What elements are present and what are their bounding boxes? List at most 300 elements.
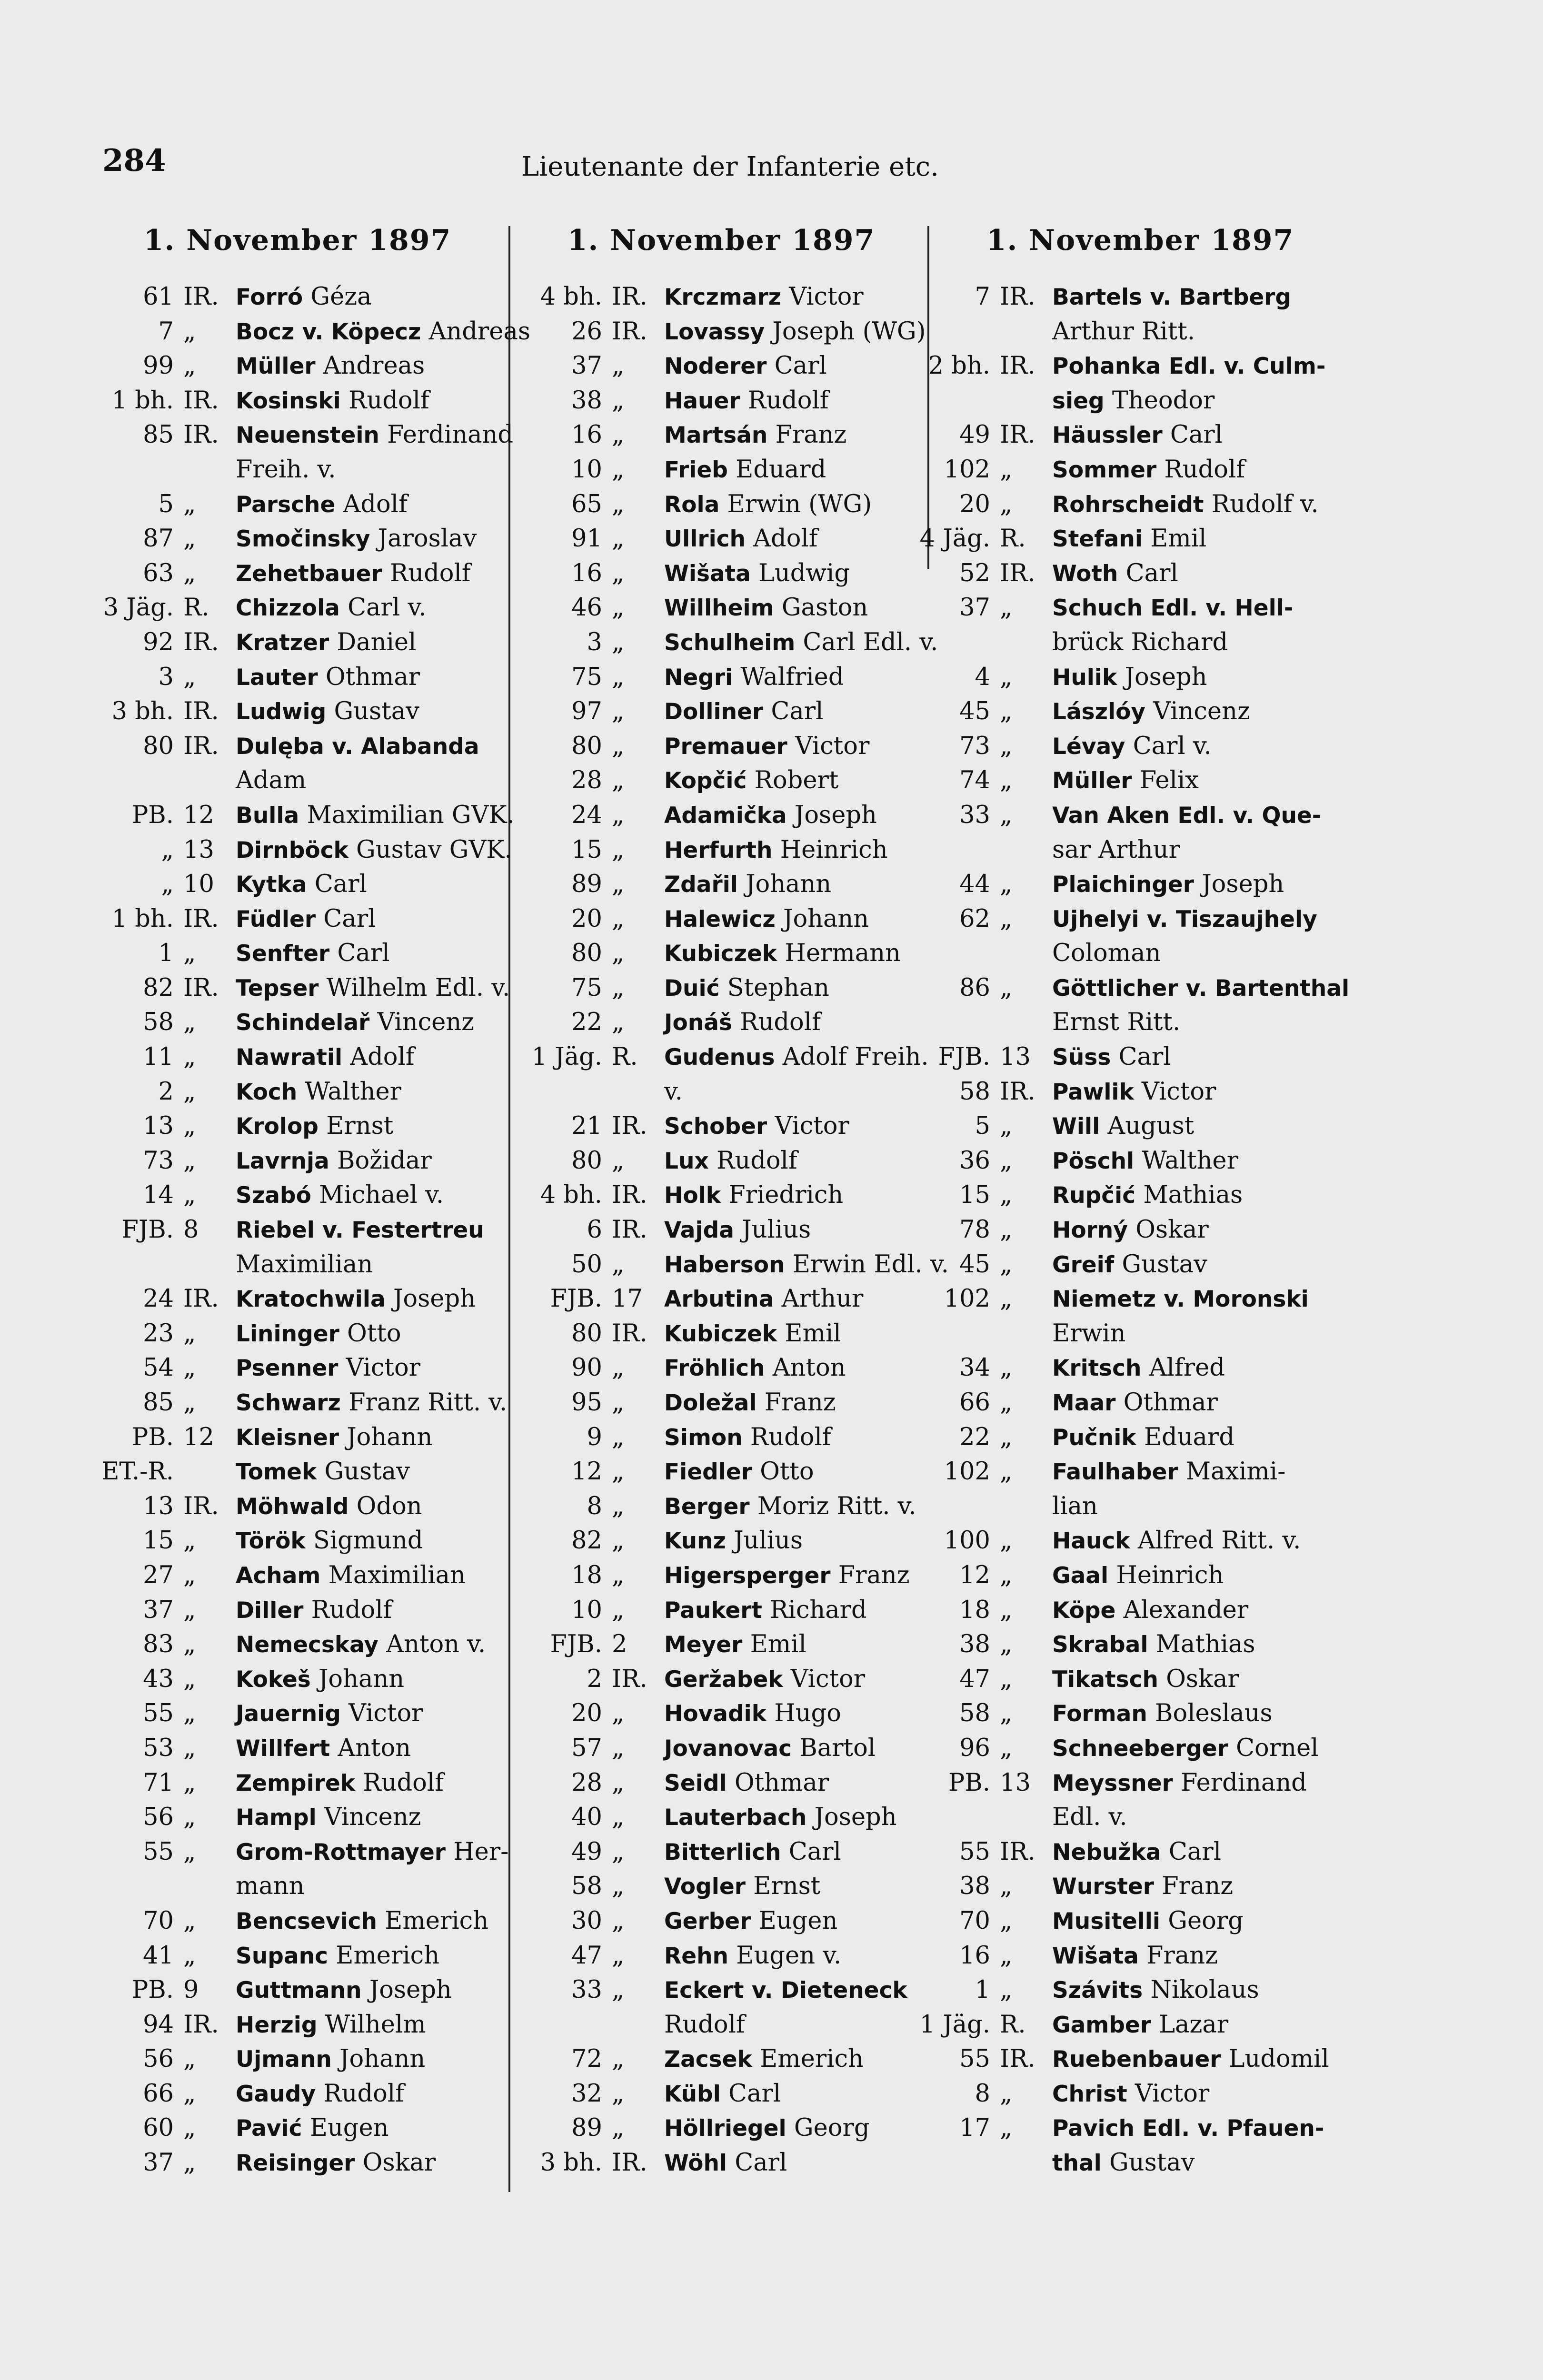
- regiment-number: 66: [959, 1388, 990, 1417]
- surname: Krczmarz: [664, 284, 782, 310]
- entry-row: [907, 902, 1374, 937]
- unit-type: „: [612, 2079, 625, 2108]
- entry-row: [907, 315, 1374, 349]
- regiment-number: 3: [158, 663, 174, 691]
- entry-row: [907, 936, 1374, 971]
- given-name: Adolf: [753, 525, 818, 553]
- entry-row: [519, 1040, 929, 1075]
- surname: Haberson: [664, 1251, 785, 1278]
- officer-name: [1052, 2111, 1324, 2146]
- entry-row: [907, 1558, 1374, 1593]
- entry-row: [90, 1766, 505, 1801]
- surname: Van Aken Edl. v. Que-: [1052, 802, 1322, 829]
- given-name: Victor: [775, 1112, 849, 1140]
- surname: Greif: [1052, 1251, 1115, 1278]
- officer-name: [1052, 1213, 1209, 1248]
- entry-row: [90, 1904, 505, 1939]
- surname: Forró: [236, 284, 303, 310]
- entry-row: [907, 2146, 1374, 2181]
- regiment-number: 47: [571, 1941, 602, 1970]
- officer-name: [236, 280, 372, 315]
- regiment-number: 47: [959, 1665, 990, 1693]
- entry-row: [907, 1455, 1374, 1489]
- officer-name: [236, 971, 510, 1006]
- officer-name: [1052, 1109, 1194, 1144]
- entry-row: [519, 1455, 924, 1489]
- regiment-number: 75: [571, 663, 602, 691]
- regiment-number: „: [161, 835, 174, 864]
- unit-type: 2: [612, 1630, 627, 1659]
- given-name: Carl: [1170, 421, 1223, 449]
- officer-name: [664, 902, 869, 937]
- officer-name: [236, 1731, 411, 1766]
- surname: Jonáš: [664, 1010, 732, 1036]
- unit-type: IR.: [612, 283, 647, 311]
- entry-row: [90, 591, 505, 625]
- regiment-number: PB.: [131, 1976, 174, 2004]
- unit-type: IR.: [183, 697, 219, 726]
- unit-type: IR.: [183, 628, 219, 656]
- unit-type: „: [1000, 1596, 1013, 1624]
- officer-name: [664, 418, 846, 453]
- entry-row: [907, 591, 1374, 625]
- unit-type: IR.: [1000, 2045, 1035, 2073]
- surname: Woth: [1052, 560, 1118, 587]
- regiment-number: 102: [944, 1285, 990, 1313]
- entry-row: [519, 971, 924, 1006]
- surname: Guttmann: [236, 1977, 362, 2004]
- regiment-number: 4 bh.: [540, 283, 602, 311]
- surname: Fröhlich: [664, 1355, 765, 1382]
- surname: Pawlik: [1052, 1079, 1134, 1105]
- surname: Herfurth: [664, 837, 773, 863]
- unit-type: „: [183, 2114, 196, 2142]
- entry-row: [90, 971, 510, 1006]
- unit-type: „: [1000, 1699, 1013, 1728]
- entry-row: [519, 2111, 924, 2146]
- regiment-number: 16: [571, 559, 602, 587]
- entry-row: [519, 764, 924, 798]
- unit-type: „: [612, 594, 625, 622]
- surname: Schulheim: [664, 629, 796, 656]
- surname: Berger: [664, 1493, 750, 1520]
- surname: Martsán: [664, 422, 768, 449]
- officer-name: [664, 2111, 870, 2146]
- officer-name: [664, 315, 926, 350]
- regiment-number: 2: [158, 1077, 174, 1106]
- entry-row: [519, 798, 924, 833]
- surname: Will: [1052, 1113, 1100, 1140]
- regiment-number: 37: [571, 352, 602, 380]
- entry-row: [90, 1455, 505, 1489]
- given-name: Alfred: [1149, 1354, 1225, 1382]
- given-name: Rudolf: [1164, 455, 1245, 484]
- entry-row: [90, 2008, 505, 2043]
- regiment-number: 97: [571, 697, 602, 726]
- unit-type: „: [612, 2114, 625, 2142]
- entry-row: [519, 2146, 924, 2181]
- officer-name: [1052, 2077, 1209, 2112]
- entry-row: [90, 1144, 505, 1179]
- surname: Acham: [236, 1562, 321, 1589]
- regiment-number: 28: [571, 766, 602, 795]
- officer-name: [664, 1973, 907, 2008]
- surname: Pohanka Edl. v. Culm-: [1052, 353, 1326, 380]
- entry-row: [907, 1627, 1374, 1662]
- unit-type: „: [612, 1803, 625, 1832]
- given-name: Franz Ritt. v.: [348, 1388, 508, 1417]
- unit-type: „: [612, 1388, 625, 1417]
- given-name: Mathias: [1155, 1630, 1255, 1659]
- given-name: Rudolf: [750, 1423, 831, 1451]
- entry-row: [90, 1420, 505, 1455]
- regiment-number: 8: [975, 2079, 990, 2108]
- surname: Krolop: [236, 1113, 319, 1140]
- regiment-number: 70: [143, 1906, 174, 1935]
- unit-type: „: [1000, 2114, 1013, 2142]
- given-name: Carl Edl. v.: [803, 628, 938, 656]
- given-name: Walfried: [740, 663, 844, 691]
- surname: Nemecskay: [236, 1632, 379, 1658]
- given-name: Carl v.: [348, 594, 427, 622]
- surname: Kübl: [664, 2081, 721, 2107]
- surname: Smočinsky: [236, 526, 370, 553]
- officer-name: [664, 1144, 797, 1179]
- entry-row: [519, 1696, 924, 1731]
- entry-row: [90, 936, 505, 971]
- entry-row: [90, 694, 505, 729]
- entry-row: [907, 1351, 1374, 1386]
- regiment-number: 100: [944, 1527, 990, 1555]
- entry-row: [90, 1524, 505, 1558]
- officer-name: [1052, 936, 1161, 972]
- officer-name: [1052, 2146, 1195, 2181]
- given-name: sar Arthur: [1052, 835, 1180, 864]
- entry-row: [907, 1766, 1374, 1801]
- given-name: Carl: [1125, 559, 1178, 587]
- regiment-number: 20: [959, 490, 990, 518]
- given-name: Rudolf: [348, 386, 429, 415]
- regiment-number: 80: [571, 1146, 602, 1175]
- entry-row: [90, 1869, 505, 1904]
- regiment-number: 63: [143, 559, 174, 587]
- regiment-number: 55: [143, 1837, 174, 1866]
- given-name: Vincenz: [377, 1008, 475, 1037]
- unit-type: „: [1000, 1423, 1013, 1451]
- officer-name: [1052, 1627, 1255, 1663]
- entry-row: [907, 418, 1374, 453]
- surname: Ruebenbauer: [1052, 2046, 1221, 2073]
- surname: Nebužka: [1052, 1839, 1161, 1865]
- surname: Stefani: [1052, 526, 1143, 553]
- given-name: Ludwig: [758, 559, 850, 587]
- given-name: Eduard: [1144, 1423, 1234, 1451]
- given-name: Johann: [339, 2045, 426, 2073]
- unit-type: „: [612, 352, 625, 380]
- entry-row: [90, 1075, 505, 1110]
- officer-name: [664, 1420, 831, 1456]
- unit-type: IR.: [183, 973, 219, 1002]
- officer-name: [1052, 1835, 1221, 1870]
- given-name: Anton: [772, 1354, 846, 1382]
- column-heading: 1. November 1897: [567, 224, 876, 257]
- unit-type: „: [183, 1734, 196, 1762]
- officer-name: [1052, 1662, 1239, 1697]
- given-name: Carl: [735, 2149, 787, 2177]
- entry-row: [90, 1282, 505, 1317]
- officer-name: [664, 1524, 803, 1559]
- surname: Koch: [236, 1079, 298, 1105]
- surname: Wöhl: [664, 2150, 727, 2177]
- surname: Schober: [664, 1113, 767, 1140]
- regiment-number: 75: [571, 973, 602, 1002]
- officer-name: [664, 867, 831, 902]
- officer-name: [236, 1005, 474, 1041]
- regiment-number: 5: [158, 490, 174, 518]
- regiment-number: 86: [959, 973, 990, 1002]
- given-name: Rudolf: [323, 2079, 405, 2108]
- regiment-number: 53: [143, 1734, 174, 1762]
- regiment-number: 44: [959, 870, 990, 899]
- entry-row: [907, 694, 1374, 729]
- regiment-number: 6: [587, 1216, 602, 1244]
- officer-name: [236, 2008, 426, 2043]
- entry-row: [90, 1835, 509, 1870]
- officer-name: [236, 1455, 410, 1490]
- given-name: brück Richard: [1052, 628, 1228, 656]
- given-name: Rudolf: [740, 1008, 821, 1037]
- surname: Bitterlich: [664, 1839, 781, 1865]
- surname: Supanc: [236, 1943, 328, 1969]
- regiment-number: FJB.: [938, 1043, 990, 1071]
- regiment-number: 10: [571, 1596, 602, 1624]
- unit-type: „: [612, 1146, 625, 1175]
- surname: Halewicz: [664, 906, 776, 932]
- unit-type: „: [183, 1768, 196, 1797]
- surname: Christ: [1052, 2081, 1127, 2107]
- given-name: Victor: [795, 732, 870, 760]
- unit-type: „: [183, 1906, 196, 1935]
- given-name: Victor: [789, 283, 864, 311]
- officer-name: [1052, 1386, 1218, 1421]
- surname: Lauterbach: [664, 1805, 807, 1831]
- officer-name: [664, 1455, 814, 1490]
- officer-name: [664, 384, 829, 419]
- entry-row: [907, 1144, 1374, 1179]
- given-name: Arthur Ritt.: [1052, 317, 1195, 346]
- officer-name: [1052, 1248, 1207, 1283]
- entry-row: [907, 1731, 1374, 1766]
- given-name: Theodor: [1112, 386, 1215, 415]
- surname: Zempirek: [236, 1770, 355, 1796]
- surname: Lévay: [1052, 733, 1125, 760]
- given-name: Moriz Ritt. v.: [757, 1492, 916, 1520]
- entry-row: [907, 1662, 1374, 1697]
- entry-row: [90, 764, 505, 798]
- unit-type: „: [612, 904, 625, 933]
- given-name: Joseph: [369, 1976, 452, 2004]
- surname: Kubiczek: [664, 1320, 777, 1347]
- regiment-number: 15: [143, 1527, 174, 1555]
- entry-row: [90, 867, 505, 902]
- regiment-number: 80: [571, 1319, 602, 1348]
- regiment-number: 15: [571, 835, 602, 864]
- officer-name: [664, 1213, 811, 1248]
- entry-row: [907, 2111, 1374, 2146]
- column-rule-left: [508, 226, 510, 2192]
- given-name: Her-: [453, 1837, 509, 1866]
- given-name: Carl: [337, 939, 390, 968]
- unit-type: „: [612, 1492, 625, 1520]
- unit-type: „: [183, 1181, 196, 1210]
- given-name: Victor: [348, 1699, 423, 1728]
- officer-name: [664, 1662, 865, 1697]
- officer-name: [664, 694, 824, 730]
- regiment-number: 80: [571, 732, 602, 760]
- officer-name: [664, 1869, 820, 1904]
- officer-name: [1052, 280, 1291, 315]
- unit-type: IR.: [183, 1285, 219, 1313]
- surname: Herzig: [236, 2012, 318, 2038]
- officer-name: [1052, 418, 1223, 453]
- unit-type: „: [1000, 2079, 1013, 2108]
- surname: Zehetbauer: [236, 560, 382, 587]
- regiment-number: FJB.: [121, 1216, 174, 1244]
- given-name: Emil: [750, 1630, 806, 1659]
- officer-name: [236, 1627, 486, 1663]
- regiment-number: 26: [571, 317, 602, 346]
- unit-type: „: [183, 1596, 196, 1624]
- given-name: Carl: [788, 1837, 841, 1866]
- given-name: Joseph: [814, 1803, 897, 1832]
- unit-type: „: [183, 1527, 196, 1555]
- unit-type: „: [183, 1388, 196, 1417]
- unit-type: „: [612, 455, 625, 484]
- entry-row: [519, 1524, 924, 1558]
- given-name: Joseph: [393, 1285, 476, 1313]
- given-name: Alfred Ritt. v.: [1137, 1527, 1301, 1555]
- surname: Hulik: [1052, 664, 1117, 691]
- given-name: Walther: [305, 1077, 402, 1106]
- given-name: Rudolf: [389, 559, 471, 587]
- given-name: Victor: [1142, 1077, 1216, 1106]
- surname: sieg: [1052, 387, 1105, 414]
- officer-name: [664, 936, 901, 972]
- officer-name: [1052, 487, 1319, 523]
- surname: Skrabal: [1052, 1632, 1148, 1658]
- entry-row: [90, 1351, 505, 1386]
- unit-type: „: [183, 1354, 196, 1382]
- given-name: Vincenz: [1153, 697, 1250, 726]
- given-name: Eduard: [736, 455, 826, 484]
- surname: Nawratil: [236, 1044, 343, 1071]
- regiment-number: 11: [143, 1043, 174, 1071]
- entry-row: [519, 315, 924, 349]
- given-name: mann: [236, 1872, 305, 1901]
- given-name: Alexander: [1123, 1596, 1249, 1624]
- surname: Sommer: [1052, 456, 1157, 483]
- entry-row: [907, 556, 1374, 591]
- officer-name: [236, 729, 479, 764]
- given-name: Carl: [314, 870, 367, 899]
- surname: Kratzer: [236, 629, 329, 656]
- unit-type: IR.: [612, 1319, 647, 1348]
- regiment-number: 73: [959, 732, 990, 760]
- unit-type: IR.: [1000, 421, 1035, 449]
- entry-row: [907, 833, 1374, 868]
- given-name: Ferdinand: [387, 421, 513, 449]
- entry-row: [519, 1144, 924, 1179]
- entry-row: [90, 1696, 505, 1731]
- surname: Bocz v. Köpecz: [236, 318, 421, 345]
- officer-name: [664, 1178, 843, 1213]
- surname: Hauer: [664, 387, 740, 414]
- officer-name: [1052, 1040, 1171, 1075]
- entry-row: [90, 1800, 505, 1835]
- given-name: Ferdinand: [1180, 1768, 1307, 1797]
- entry-row: [519, 1282, 924, 1317]
- surname: Szávits: [1052, 1977, 1143, 2004]
- unit-type: „: [1000, 1285, 1013, 1313]
- given-name: Friedrich: [728, 1181, 844, 1210]
- regiment-number: 9: [587, 1423, 602, 1451]
- given-name: Maximilian GVK.: [307, 801, 515, 829]
- regiment-number: 41: [143, 1941, 174, 1970]
- regiment-number: 30: [571, 1906, 602, 1935]
- regiment-number: FJB.: [550, 1630, 602, 1659]
- regiment-number: 43: [143, 1665, 174, 1693]
- entry-row: [519, 453, 924, 487]
- officer-name: [236, 1593, 392, 1628]
- officer-name: [664, 1109, 849, 1144]
- given-name: Andreas: [428, 317, 531, 346]
- officer-name: [236, 1696, 423, 1732]
- regiment-number: 49: [571, 1837, 602, 1866]
- entry-row: [907, 798, 1374, 833]
- regiment-number: 58: [959, 1699, 990, 1728]
- entry-row: [90, 1731, 505, 1766]
- surname: Geržabek: [664, 1666, 783, 1693]
- regiment-number: 16: [959, 1941, 990, 1970]
- entry-row: [90, 1662, 505, 1697]
- entry-row: [90, 1593, 505, 1628]
- surname: Duić: [664, 975, 720, 1002]
- unit-type: „: [183, 1043, 196, 1071]
- given-name: Emerich: [759, 2045, 864, 2073]
- officer-name: [1052, 1455, 1285, 1490]
- regiment-number: 33: [571, 1976, 602, 2004]
- officer-name: [1052, 1282, 1309, 1317]
- officer-name: [664, 1317, 841, 1352]
- entry-row: [90, 2042, 505, 2077]
- officer-name: [664, 1904, 837, 1939]
- given-name: Gustav: [324, 1458, 410, 1486]
- given-name: Mathias: [1143, 1181, 1243, 1210]
- given-name: Carl: [771, 697, 824, 726]
- unit-type: „: [1000, 801, 1013, 829]
- officer-name: [1052, 1904, 1244, 1939]
- entry-row: [907, 971, 1374, 1006]
- officer-name: [236, 1835, 508, 1870]
- entry-row: [907, 1386, 1374, 1420]
- unit-type: „: [612, 1458, 625, 1486]
- entry-list: [907, 280, 1374, 2181]
- entry-row: [519, 833, 924, 868]
- surname: Göttlicher v. Bartenthal: [1052, 975, 1350, 1002]
- regiment-number: 91: [571, 525, 602, 553]
- entry-row: [90, 556, 505, 591]
- officer-name: [1052, 522, 1206, 557]
